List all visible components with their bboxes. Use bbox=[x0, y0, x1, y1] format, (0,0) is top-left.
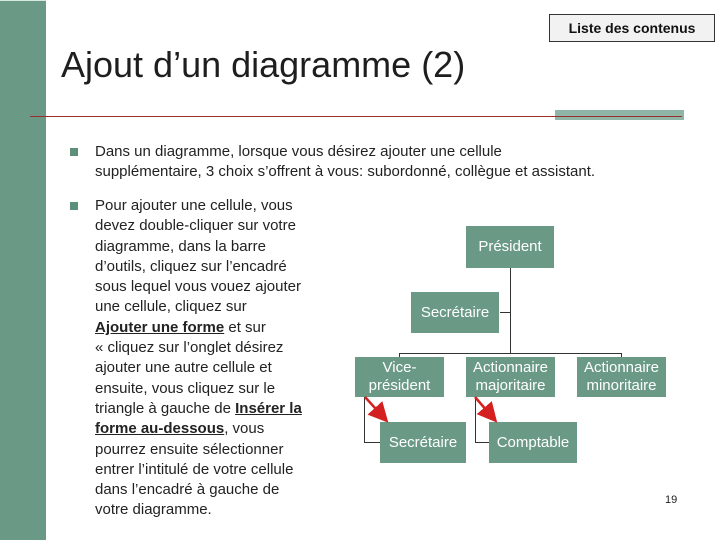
bullet-2-inline-text: triangle à gauche de bbox=[95, 399, 236, 417]
bullet-2-line: votre diagramme. bbox=[95, 501, 212, 519]
table-of-contents-link[interactable]: Liste des contenus bbox=[549, 14, 715, 42]
org-node-label: Actionnaire bbox=[472, 359, 549, 376]
org-node-president[interactable]: Président bbox=[466, 226, 554, 268]
org-node-label: Vice- bbox=[382, 359, 417, 376]
bullet-2-line: entrer l’intitulé de votre cellule bbox=[95, 460, 294, 478]
bullet-2-line: ajouter une autre cellule et bbox=[95, 359, 272, 377]
page-title: Ajout d’un diagramme (2) bbox=[61, 44, 466, 85]
arrow-icon bbox=[365, 397, 385, 419]
org-node-label: président bbox=[368, 377, 431, 394]
bullet-1-line-1: Dans un diagramme, lorsque vous désirez ajouter une cellule bbox=[95, 143, 502, 160]
bullet-2-line: Pour ajouter une cellule, vous bbox=[95, 197, 293, 214]
org-node-secretaire-bottom[interactable]: Secrétaire bbox=[380, 422, 466, 463]
bullet-2-line: ensuite, vous cliquez sur le bbox=[95, 379, 276, 397]
bullet-2-line: d’outils, cliquez sur l’encadré bbox=[95, 257, 287, 275]
bullet-2-inline-text: , vous bbox=[224, 420, 265, 438]
command-inserer-la: Insérer la bbox=[235, 399, 302, 417]
org-node-label: majoritaire bbox=[475, 377, 546, 394]
org-node-comptable[interactable]: Comptable bbox=[489, 422, 577, 463]
bullet-2-line: sous lequel vous vouez ajouter bbox=[95, 278, 301, 296]
bullet-2-line: « cliquez sur l’onglet désirez bbox=[95, 339, 284, 357]
org-node-secretaire[interactable]: Secrétaire bbox=[411, 292, 499, 333]
bullet-2-line: diagramme, dans la barre bbox=[95, 237, 266, 255]
org-node-label: Actionnaire bbox=[583, 359, 660, 376]
bullet-2-line: devez double-cliquer sur votre bbox=[95, 217, 296, 235]
bullet-2-inline-text: et sur bbox=[224, 318, 266, 336]
bullet-1-line-2: supplémentaire, 3 choix s’offrent à vous: subordonné, collègue et assistant. bbox=[95, 163, 596, 181]
org-node-label: minoritaire bbox=[586, 377, 657, 394]
page-number: 19 bbox=[665, 494, 678, 506]
bullet-2-line: dans l’encadré à gauche de bbox=[95, 481, 280, 499]
command-ajouter-une-forme: Ajouter une forme bbox=[95, 318, 225, 336]
bullet-2-line: une cellule, cliquez sur bbox=[95, 298, 247, 316]
arrow-icon bbox=[475, 397, 494, 419]
bullet-2-line: pourrez ensuite sélectionner bbox=[95, 440, 284, 458]
command-forme-au-dessous: forme au-dessous bbox=[95, 420, 225, 438]
